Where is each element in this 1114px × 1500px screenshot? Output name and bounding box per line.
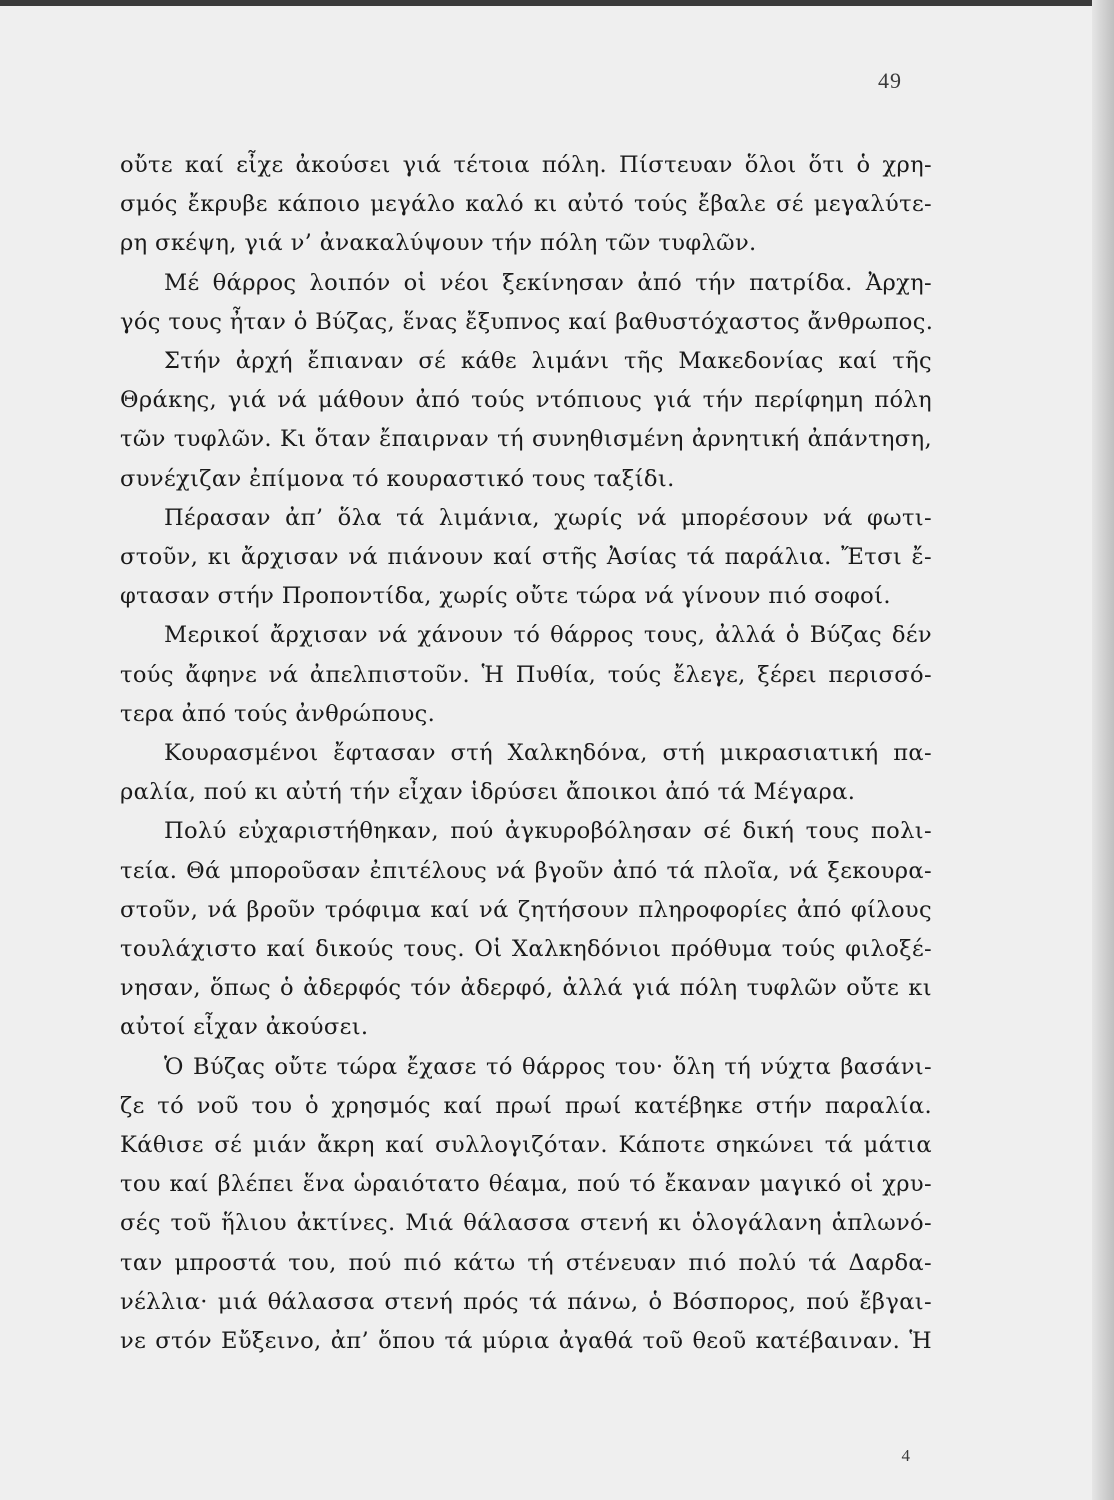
text-line: ταν μπροστά του, πού πιό κάτω τή στένευαν πιό πολύ τά Δαρδα- <box>120 1249 932 1276</box>
text-line: νε στόν Εὔξεινο, ἀπ’ ὅπου τά μύρια ἀγαθά τοῦ θεοῦ κατέβαιναν. Ἡ <box>120 1328 932 1355</box>
text-line: νέλλια· μιά θάλασσα στενή πρός τά πάνω, ὁ Βόσπορος, πού ἔβγαι- <box>120 1288 932 1315</box>
text-line: σές τοῦ ἥλιου ἀκτίνες. Μιά θάλασσα στενή κι ὁλογάλανη ἁπλωνό- <box>120 1210 932 1237</box>
text-line: τερα ἀπό τούς ἀνθρώπους. <box>120 700 436 727</box>
paragraph-start-line: Ὁ Βύζας οὔτε τώρα ἔχασε τό θάρρος του· ὅλη τή νύχτα βασάνι- <box>164 1053 932 1080</box>
text-line: του καί βλέπει ἕνα ὡραιότατο θέαμα, πού τό ἔκαναν μαγικό οἱ χρυ- <box>120 1171 932 1198</box>
paragraph-start-line: Πολύ εὐχαριστήθηκαν, πού ἀγκυροβόλησαν σέ δική τους πολι- <box>164 818 932 845</box>
text-line: τῶν τυφλῶν. Κι ὅταν ἔπαιρναν τή συνηθισμένη ἀρνητική ἀπάντηση, <box>120 426 932 453</box>
page-number: 49 <box>878 68 902 93</box>
text-line: Κάθισε σέ μιάν ἄκρη καί συλλογιζόταν. Κάποτε σηκώνει τά μάτια <box>120 1132 932 1159</box>
text-line: ραλία, πού κι αὐτή τήν εἶχαν ἱδρύσει ἄποικοι ἀπό τά Μέγαρα. <box>120 779 856 806</box>
paragraph-start-line: Πέρασαν ἀπ’ ὅλα τά λιμάνια, χωρίς νά μπορέσουν νά φωτι- <box>164 504 932 531</box>
text-line: τεία. Θά μποροῦσαν ἐπιτέλους νά βγοῦν ἀπό τά πλοῖα, νά ξεκουρα- <box>120 857 932 884</box>
text-line: ρη σκέψη, γιά ν’ ἀνακαλύψουν τήν πόλη τῶν τυφλῶν. <box>120 230 757 257</box>
body-text <box>120 146 932 1361</box>
text-line: στοῦν, κι ἄρχισαν νά πιάνουν καί στῆς Ἀσίας τά παράλια. Ἔτσι ἔ- <box>120 544 932 571</box>
paragraph-start-line: Μέ θάρρος λοιπόν οἱ νέοι ξεκίνησαν ἀπό τήν πατρίδα. Ἀρχη- <box>164 269 932 296</box>
text-line: συνέχιζαν ἐπίμονα τό κουραστικό τους ταξίδι. <box>120 465 675 492</box>
text-line: οὔτε καί εἶχε ἀκούσει γιά τέτοια πόλη. Πίστευαν ὅλοι ὅτι ὁ χρη- <box>120 152 932 178</box>
paragraph-start-line: Στήν ἀρχή ἔπιαναν σέ κάθε λιμάνι τῆς Μακεδονίας καί τῆς <box>164 348 932 375</box>
text-line: γός τους ἦταν ὁ Βύζας, ἕνας ἔξυπνος καί βαθυστόχαστος ἄνθρωπος. <box>120 308 934 335</box>
text-line: ζε τό νοῦ του ὁ χρησμός καί πρωί πρωί κατέβηκε στήν παραλία. <box>120 1092 932 1119</box>
sheet-number: 4 <box>901 1446 910 1465</box>
book-page <box>0 6 1092 1500</box>
text-line: σμός ἔκρυβε κάποιο μεγάλο καλό κι αὐτό τούς ἔβαλε σέ μεγαλύτε- <box>120 191 932 218</box>
page-edge-shadow <box>1092 0 1114 1500</box>
paragraph-start-line: Μερικοί ἄρχισαν νά χάνουν τό θάρρος τους, ἀλλά ὁ Βύζας δέν <box>164 622 932 649</box>
text-line: αὐτοί εἶχαν ἀκούσει. <box>120 1014 369 1041</box>
paragraph-start-line: Κουρασμένοι ἔφτασαν στή Χαλκηδόνα, στή μικρασιατική πα- <box>164 740 932 767</box>
text-line: Θράκης, γιά νά μάθουν ἀπό τούς ντόπιους γιά τήν περίφημη πόλη <box>120 387 932 414</box>
text-line: στοῦν, νά βροῦν τρόφιμα καί νά ζητήσουν πληροφορίες ἀπό φίλους <box>120 896 932 923</box>
text-line: τουλάχιστο καί δικούς τους. Οἱ Χαλκηδόνιοι πρόθυμα τούς φιλοξέ- <box>120 936 932 963</box>
text-line: νησαν, ὅπως ὁ ἀδερφός τόν ἀδερφό, ἀλλά γιά πόλη τυφλῶν οὔτε κι <box>120 975 932 1002</box>
text-line: φτασαν στήν Προποντίδα, χωρίς οὔτε τώρα νά γίνουν πιό σοφοί. <box>120 583 891 610</box>
text-line: τούς ἄφηνε νά ἀπελπιστοῦν. Ἡ Πυθία, τούς ἔλεγε, ξέρει περισσό- <box>120 661 932 688</box>
